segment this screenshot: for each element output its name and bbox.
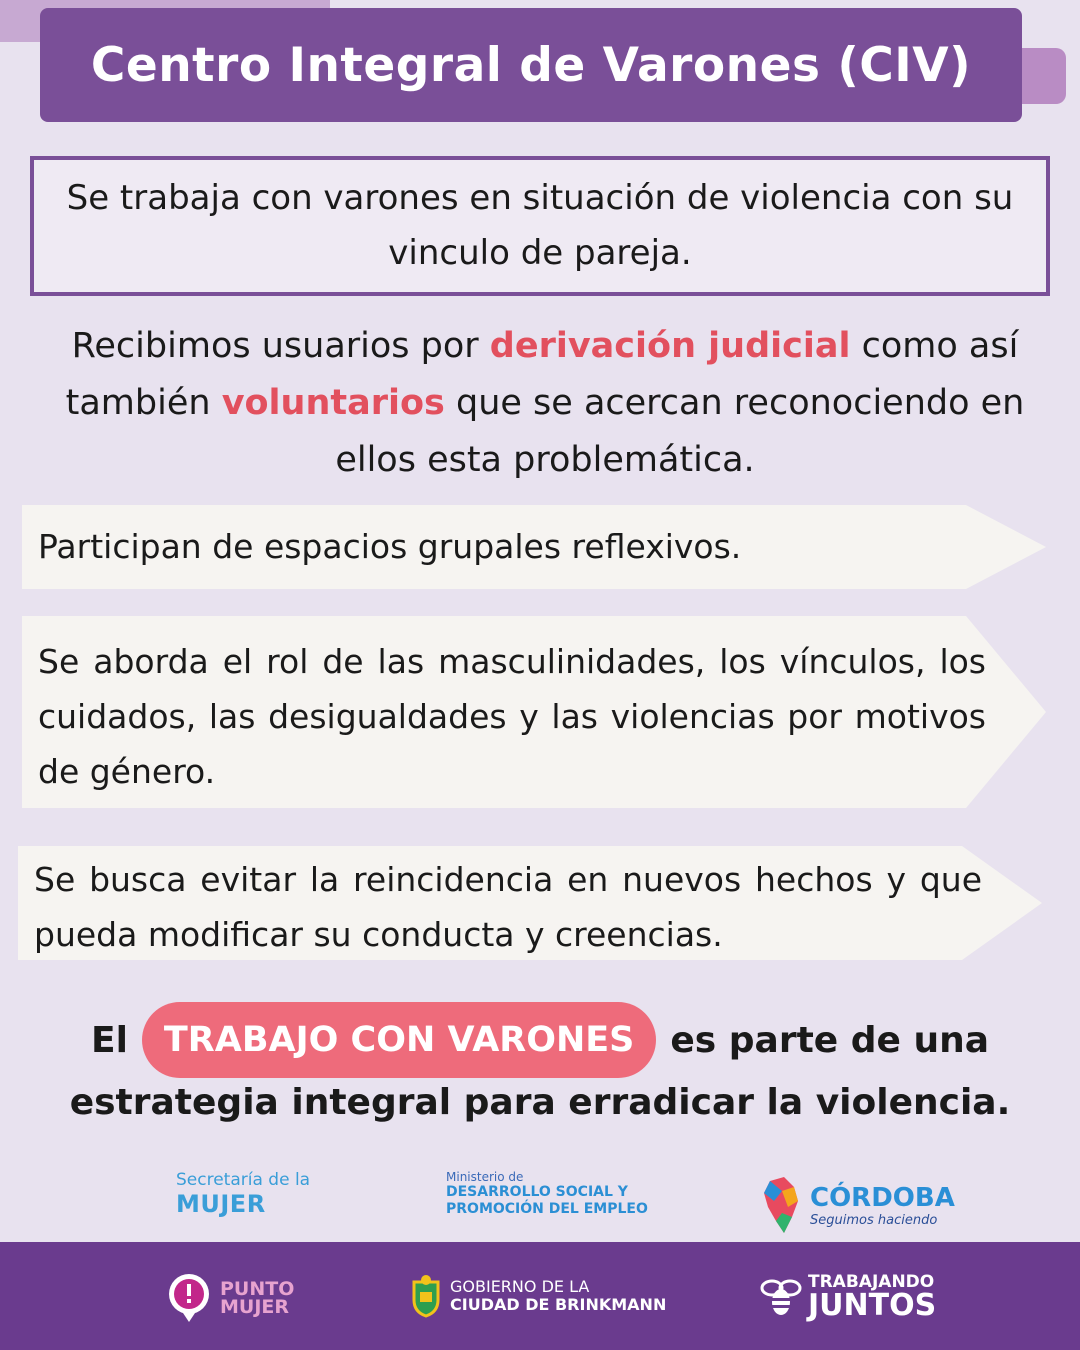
cordoba-name: CÓRDOBA <box>810 1182 955 1213</box>
closing-suffix: es parte de una <box>670 1019 990 1061</box>
logo-secretaria-mujer <box>176 1170 310 1218</box>
logo-punto-mujer <box>166 1272 294 1324</box>
arrow-card-1 <box>22 505 1046 589</box>
arrow-card-3 <box>18 846 1042 960</box>
referral-paragraph <box>40 318 1050 489</box>
page-title: Centro Integral de Varones (CIV) <box>90 37 972 93</box>
intro-text: Se trabaja con varones en situación de violencia con su vinculo de pareja. <box>66 178 1014 273</box>
punto-line1: PUNTO <box>220 1278 295 1300</box>
title-banner <box>40 8 1022 122</box>
secretaria-line2: MUJER <box>176 1190 266 1218</box>
location-pin-icon <box>166 1272 212 1324</box>
punto-line2: MUJER <box>220 1296 290 1318</box>
logo-gobierno-brinkmann <box>410 1274 666 1318</box>
secretaria-line1: Secretaría de la <box>176 1170 311 1190</box>
bee-icon <box>760 1274 802 1318</box>
ministerio-line3: PROMOCIÓN DEL EMPLEO <box>446 1201 648 1217</box>
logo-trabajando-juntos <box>760 1272 937 1323</box>
gobierno-line1: GOBIERNO DE LA <box>450 1277 590 1296</box>
paragraph-part3: que se acercan reconociendo en ellos esta problemática. <box>335 383 1025 480</box>
ministerio-line1: Ministerio de <box>446 1170 524 1184</box>
logo-cordoba <box>764 1177 955 1233</box>
point-1-text: Participan de espacios grupales reflexivos. <box>38 527 742 566</box>
closing-prefix: El <box>90 1019 128 1061</box>
coat-of-arms-icon <box>410 1274 442 1318</box>
arrow-card-2 <box>22 616 1046 808</box>
highlight-voluntarios: voluntarios <box>221 383 445 423</box>
intro-box <box>30 156 1050 296</box>
point-2-text: Se aborda el rol de las masculinidades, los vínculos, los cuidados, las desigualdades y las violencias por motivos de género. <box>38 642 986 791</box>
closing-statement <box>40 1000 1040 1123</box>
ministerio-line2: DESARROLLO SOCIAL Y <box>446 1184 628 1200</box>
logo-ministerio <box>446 1170 648 1218</box>
gobierno-line2: CIUDAD DE BRINKMANN <box>450 1295 667 1314</box>
trabajando-line1: TRABAJANDO <box>808 1272 935 1292</box>
trabajando-line2: JUNTOS <box>808 1288 937 1323</box>
closing-pill: TRABAJO CON VARONES <box>142 1002 656 1078</box>
highlight-judicial: derivación judicial <box>489 326 851 366</box>
cordoba-map-icon <box>764 1177 802 1233</box>
footer-bar <box>0 1242 1080 1350</box>
paragraph-part1: Recibimos usuarios por <box>71 326 490 366</box>
sponsor-logos <box>0 1165 1080 1240</box>
point-3-text: Se busca evitar la reincidencia en nuevos hechos y que pueda modificar su conducta y creencias. <box>34 860 982 954</box>
closing-line2: estrategia integral para erradicar la violencia. <box>69 1082 1011 1123</box>
cordoba-tagline: Seguimos haciendo <box>810 1212 938 1228</box>
paragraph-part2: como así también <box>65 326 1019 423</box>
